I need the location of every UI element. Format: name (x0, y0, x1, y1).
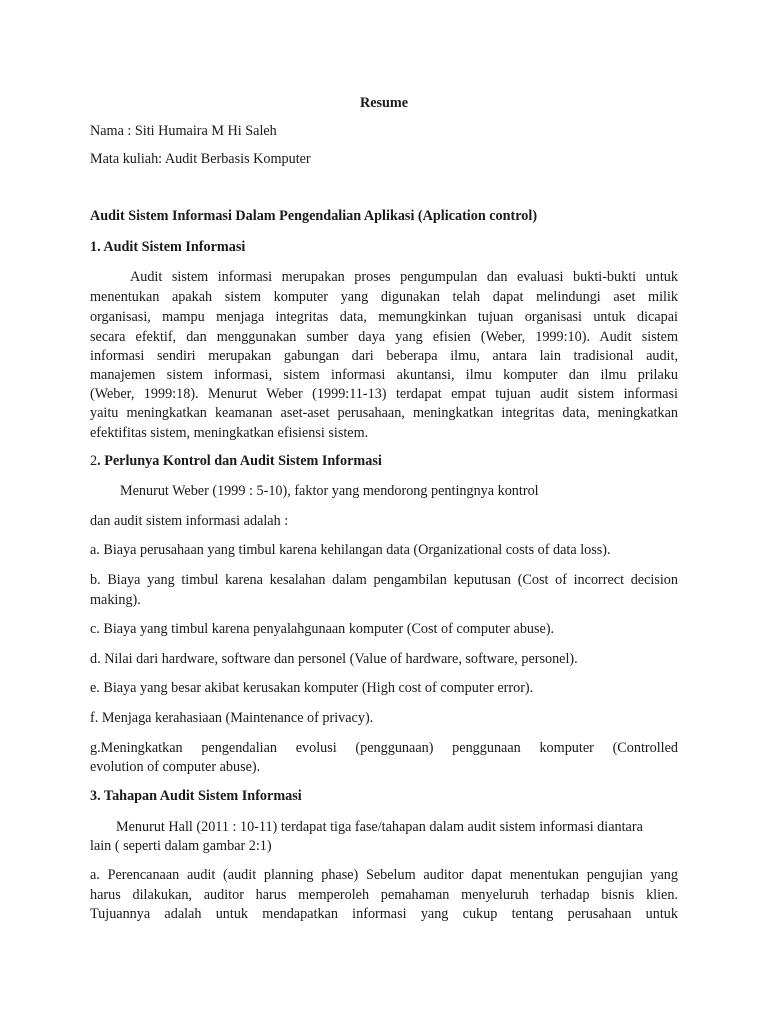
section3-line: Tujuannya adalah untuk mendapatkan informasi yang cukup tentang perusahaan untuk (90, 906, 678, 922)
main-heading: Audit Sistem Informasi Dalam Pengendalian Aplikasi (Aplication control) (90, 208, 538, 224)
section1-line: informasi sendiri merupakan gabungan dari beberapa ilmu, antara lain tradisional audit, (90, 348, 678, 364)
list-item: f. Menjaga kerahasiaan (Maintenance of privacy). (90, 710, 374, 726)
list-item: e. Biaya yang besar akibat kerusakan komputer (High cost of computer error). (90, 680, 534, 696)
list-item: d. Nilai dari hardware, software dan personel (Value of hardware, software, personel). (90, 651, 578, 667)
course-line: Mata kuliah: Audit Berbasis Komputer (90, 151, 311, 167)
section3-line: a. Perencanaan audit (audit planning phase) Sebelum auditor dapat menentukan pengujian yang (90, 867, 678, 883)
section2-intro: Menurut Weber (1999 : 5-10), faktor yang mendorong pentingnya kontrol (120, 483, 539, 499)
list-item: g.Meningkatkan pengendalian evolusi (penggunaan) penggunaan komputer (Controlled (90, 740, 678, 756)
list-item: making). (90, 592, 141, 608)
section1-line: manajemen sistem informasi, sistem informasi akuntansi, ilmu komputer dan ilmu prilaku (90, 367, 678, 383)
doc-title: Resume (359, 95, 409, 111)
section1-heading: 1. Audit Sistem Informasi (90, 239, 246, 255)
section2-intro: dan audit sistem informasi adalah : (90, 513, 289, 529)
section3-heading: 3. Tahapan Audit Sistem Informasi (90, 788, 302, 804)
list-item: evolution of computer abuse). (90, 759, 261, 775)
section1-line: efektifitas sistem, meningkatkan efisiensi sistem. (90, 425, 369, 441)
list-item: c. Biaya yang timbul karena penyalahgunaan komputer (Cost of computer abuse). (90, 621, 555, 637)
list-item: b. Biaya yang timbul karena kesalahan dalam pengambilan keputusan (Cost of incorrect decision (90, 572, 678, 588)
section1-line: Audit sistem informasi merupakan proses pengumpulan dan evaluasi bukti-bukti untuk (130, 269, 678, 285)
section3-intro: Menurut Hall (2011 : 10-11) terdapat tiga fase/tahapan dalam audit sistem informasi diantara (116, 819, 643, 835)
section1-line: menentukan apakah sistem komputer yang digunakan telah dapat melindungi aset milik (90, 289, 678, 305)
section1-line: secara efektif, dan menggunakan sumber daya yang efisien (Weber, 1999:10). Audit sistem (90, 329, 678, 345)
list-item: a. Biaya perusahaan yang timbul karena kehilangan data (Organizational costs of data loss). (90, 542, 611, 558)
section2-heading (90, 452, 678, 471)
section3-line: harus dilakukan, auditor harus memperoleh pemahaman menyeluruh terhadap bisnis klien. (90, 887, 678, 903)
section1-line: yaitu meningkatkan keamanan aset-aset perusahaan, meningkatkan integritas data, meningkatkan (90, 405, 678, 421)
section3-intro: lain ( seperti dalam gambar 2:1) (90, 838, 272, 854)
name-line: Nama : Siti Humaira M Hi Saleh (90, 123, 277, 139)
section2-heading-number: 2 (90, 453, 98, 469)
section2-heading-text: . Perlunya Kontrol dan Audit Sistem Informasi (97, 453, 382, 469)
section1-line: organisasi, mampu menjaga integritas data, memungkinkan tujuan organisasi untuk dicapai (90, 309, 678, 325)
section1-line: (Weber, 1999:18). Menurut Weber (1999:11-13) terdapat empat tujuan audit sistem informasi (90, 386, 678, 402)
